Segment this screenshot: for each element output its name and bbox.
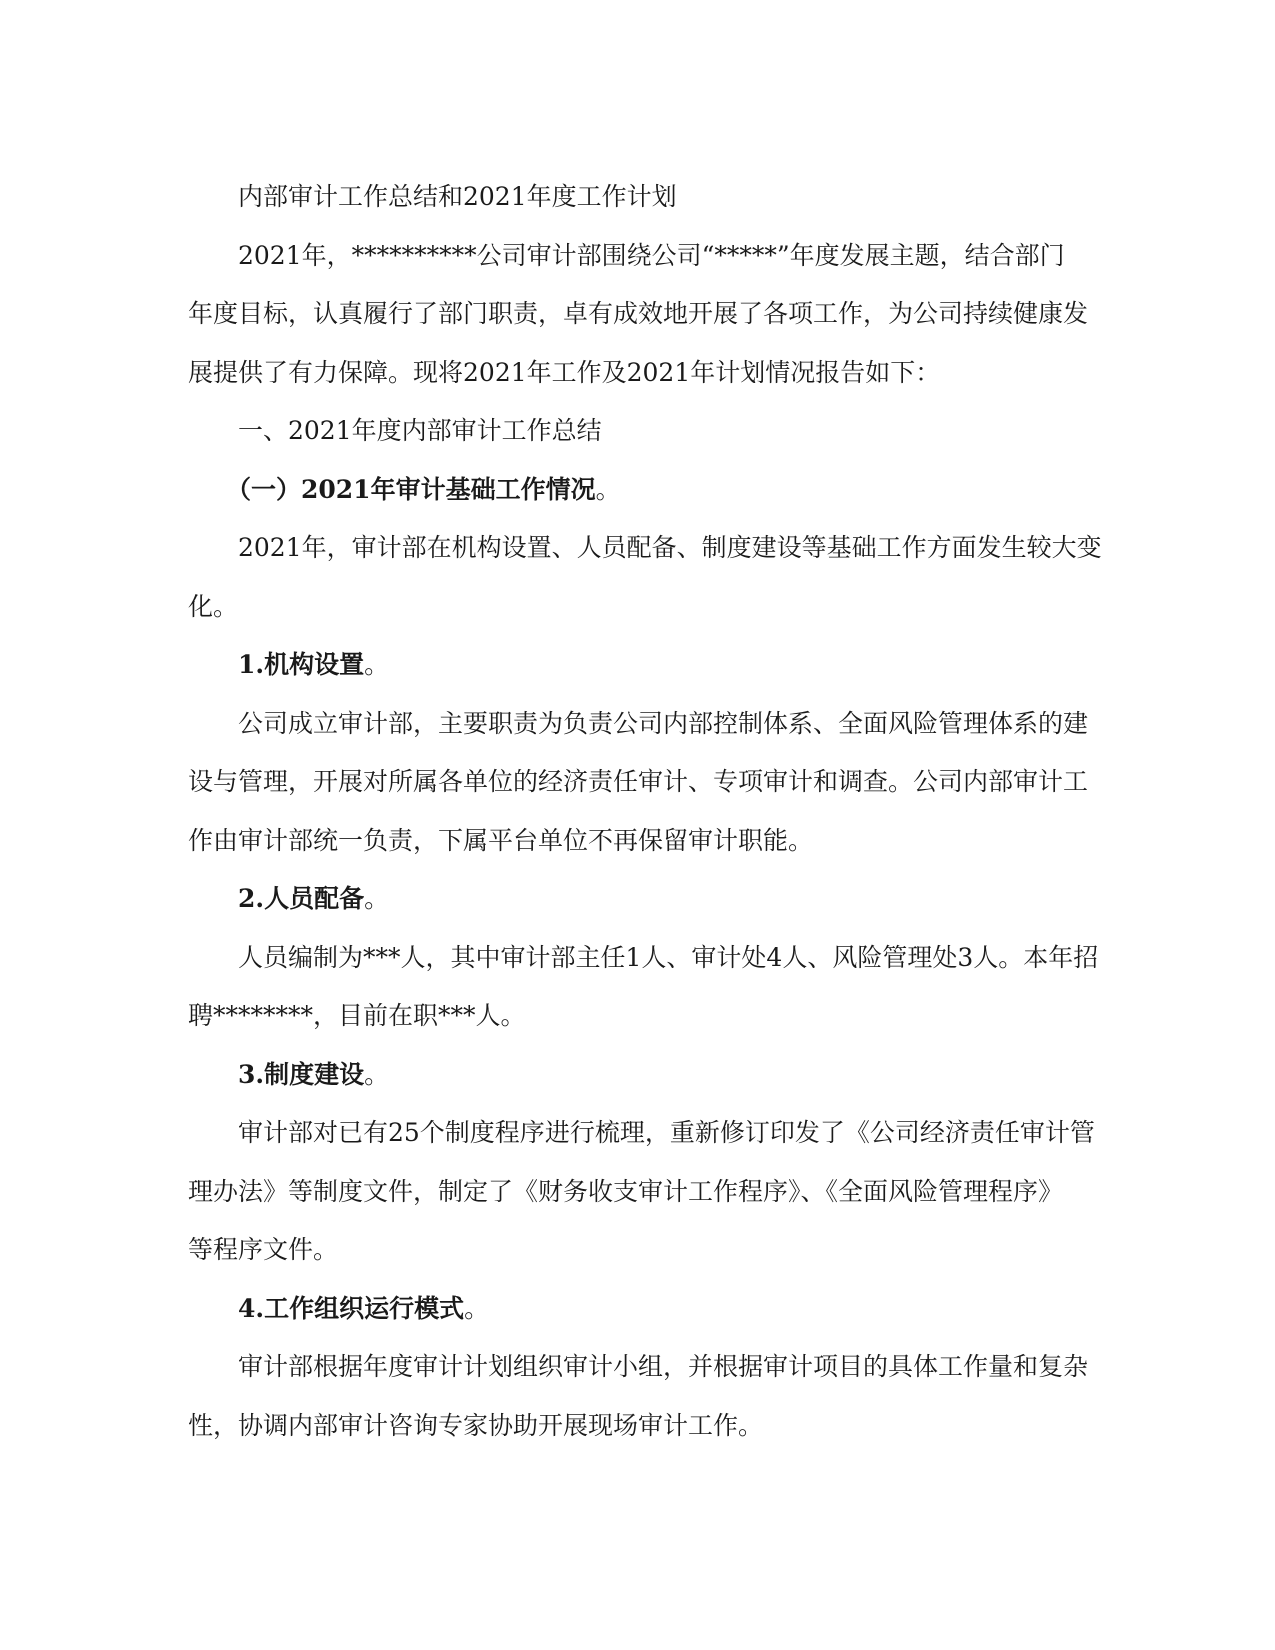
item3-body-line-2: 理办法》等制度文件，制定了《财务收支审计工作程序》、《全面风险管理程序》 bbox=[188, 1176, 1064, 1206]
intro-line-3: 展提供了有力保障。现将2021年工作及2021年计划情况报告如下： bbox=[188, 357, 941, 387]
item-2-suffix: 。 bbox=[364, 884, 390, 913]
sub1-body-line-2: 化。 bbox=[188, 591, 239, 621]
item1-body-line-2: 设与管理，开展对所属各单位的经济责任审计、专项审计和调查。公司内部审计工 bbox=[188, 767, 1089, 796]
item1-body-line-3: 作由审计部统一负责，下属平台单位不再保留审计职能。 bbox=[188, 825, 814, 855]
section-1-title: 一、2021年度内部审计工作总结 bbox=[238, 416, 602, 445]
item-3-title: 3.制度建设 bbox=[238, 1059, 365, 1089]
document-title: 内部审计工作总结和2021年度工作计划 bbox=[238, 182, 677, 211]
item3-body-line-3: 等程序文件。 bbox=[188, 1235, 339, 1264]
item-1-suffix: 。 bbox=[364, 650, 390, 679]
item-2-heading bbox=[188, 870, 1075, 929]
sub1-body-line-1: 2021年，审计部在机构设置、人员配备、制度建设等基础工作方面发生较大变 bbox=[238, 533, 1102, 562]
item1-body-line-1: 公司成立审计部，主要职责为负责公司内部控制体系、全面风险管理体系的建 bbox=[238, 708, 1089, 738]
item-1-title: 1.机构设置 bbox=[238, 650, 365, 679]
item2-body-line-1: 人员编制为***人，其中审计部主任1人、审计处4人、风险管理处3人。本年招 bbox=[238, 942, 1099, 972]
item3-body-line-1: 审计部对已有25个制度程序进行梳理，重新修订印发了《公司经济责任审计管 bbox=[238, 1118, 1095, 1147]
item-3-heading bbox=[188, 1046, 1075, 1105]
item-4-suffix: 。 bbox=[464, 1293, 490, 1323]
item-4-title: 4.工作组织运行模式 bbox=[238, 1293, 465, 1323]
item4-body-line-2: 性，协调内部审计咨询专家协助开展现场审计工作。 bbox=[188, 1410, 764, 1440]
item-1-heading bbox=[188, 636, 1075, 695]
intro-line-1: 2021年，**********公司审计部围绕公司“*****”年度发展主题，结合部门 bbox=[238, 240, 1065, 270]
item-3-suffix: 。 bbox=[364, 1059, 390, 1089]
subsection-1-suffix: 。 bbox=[595, 474, 621, 504]
item4-body-line-1: 审计部根据年度审计计划组织审计小组，并根据审计项目的具体工作量和复杂 bbox=[238, 1352, 1089, 1381]
item-2-title: 2.人员配备 bbox=[238, 884, 365, 913]
intro-line-2: 年度目标，认真履行了部门职责，卓有成效地开展了各项工作，为公司持续健康发 bbox=[188, 299, 1089, 328]
item2-body-line-2: 聘********，目前在职***人。 bbox=[188, 1001, 526, 1030]
subsection-1-title: （一）2021年审计基础工作情况 bbox=[226, 474, 596, 504]
subsection-1-heading bbox=[188, 461, 1075, 520]
item-4-heading bbox=[188, 1280, 1075, 1339]
